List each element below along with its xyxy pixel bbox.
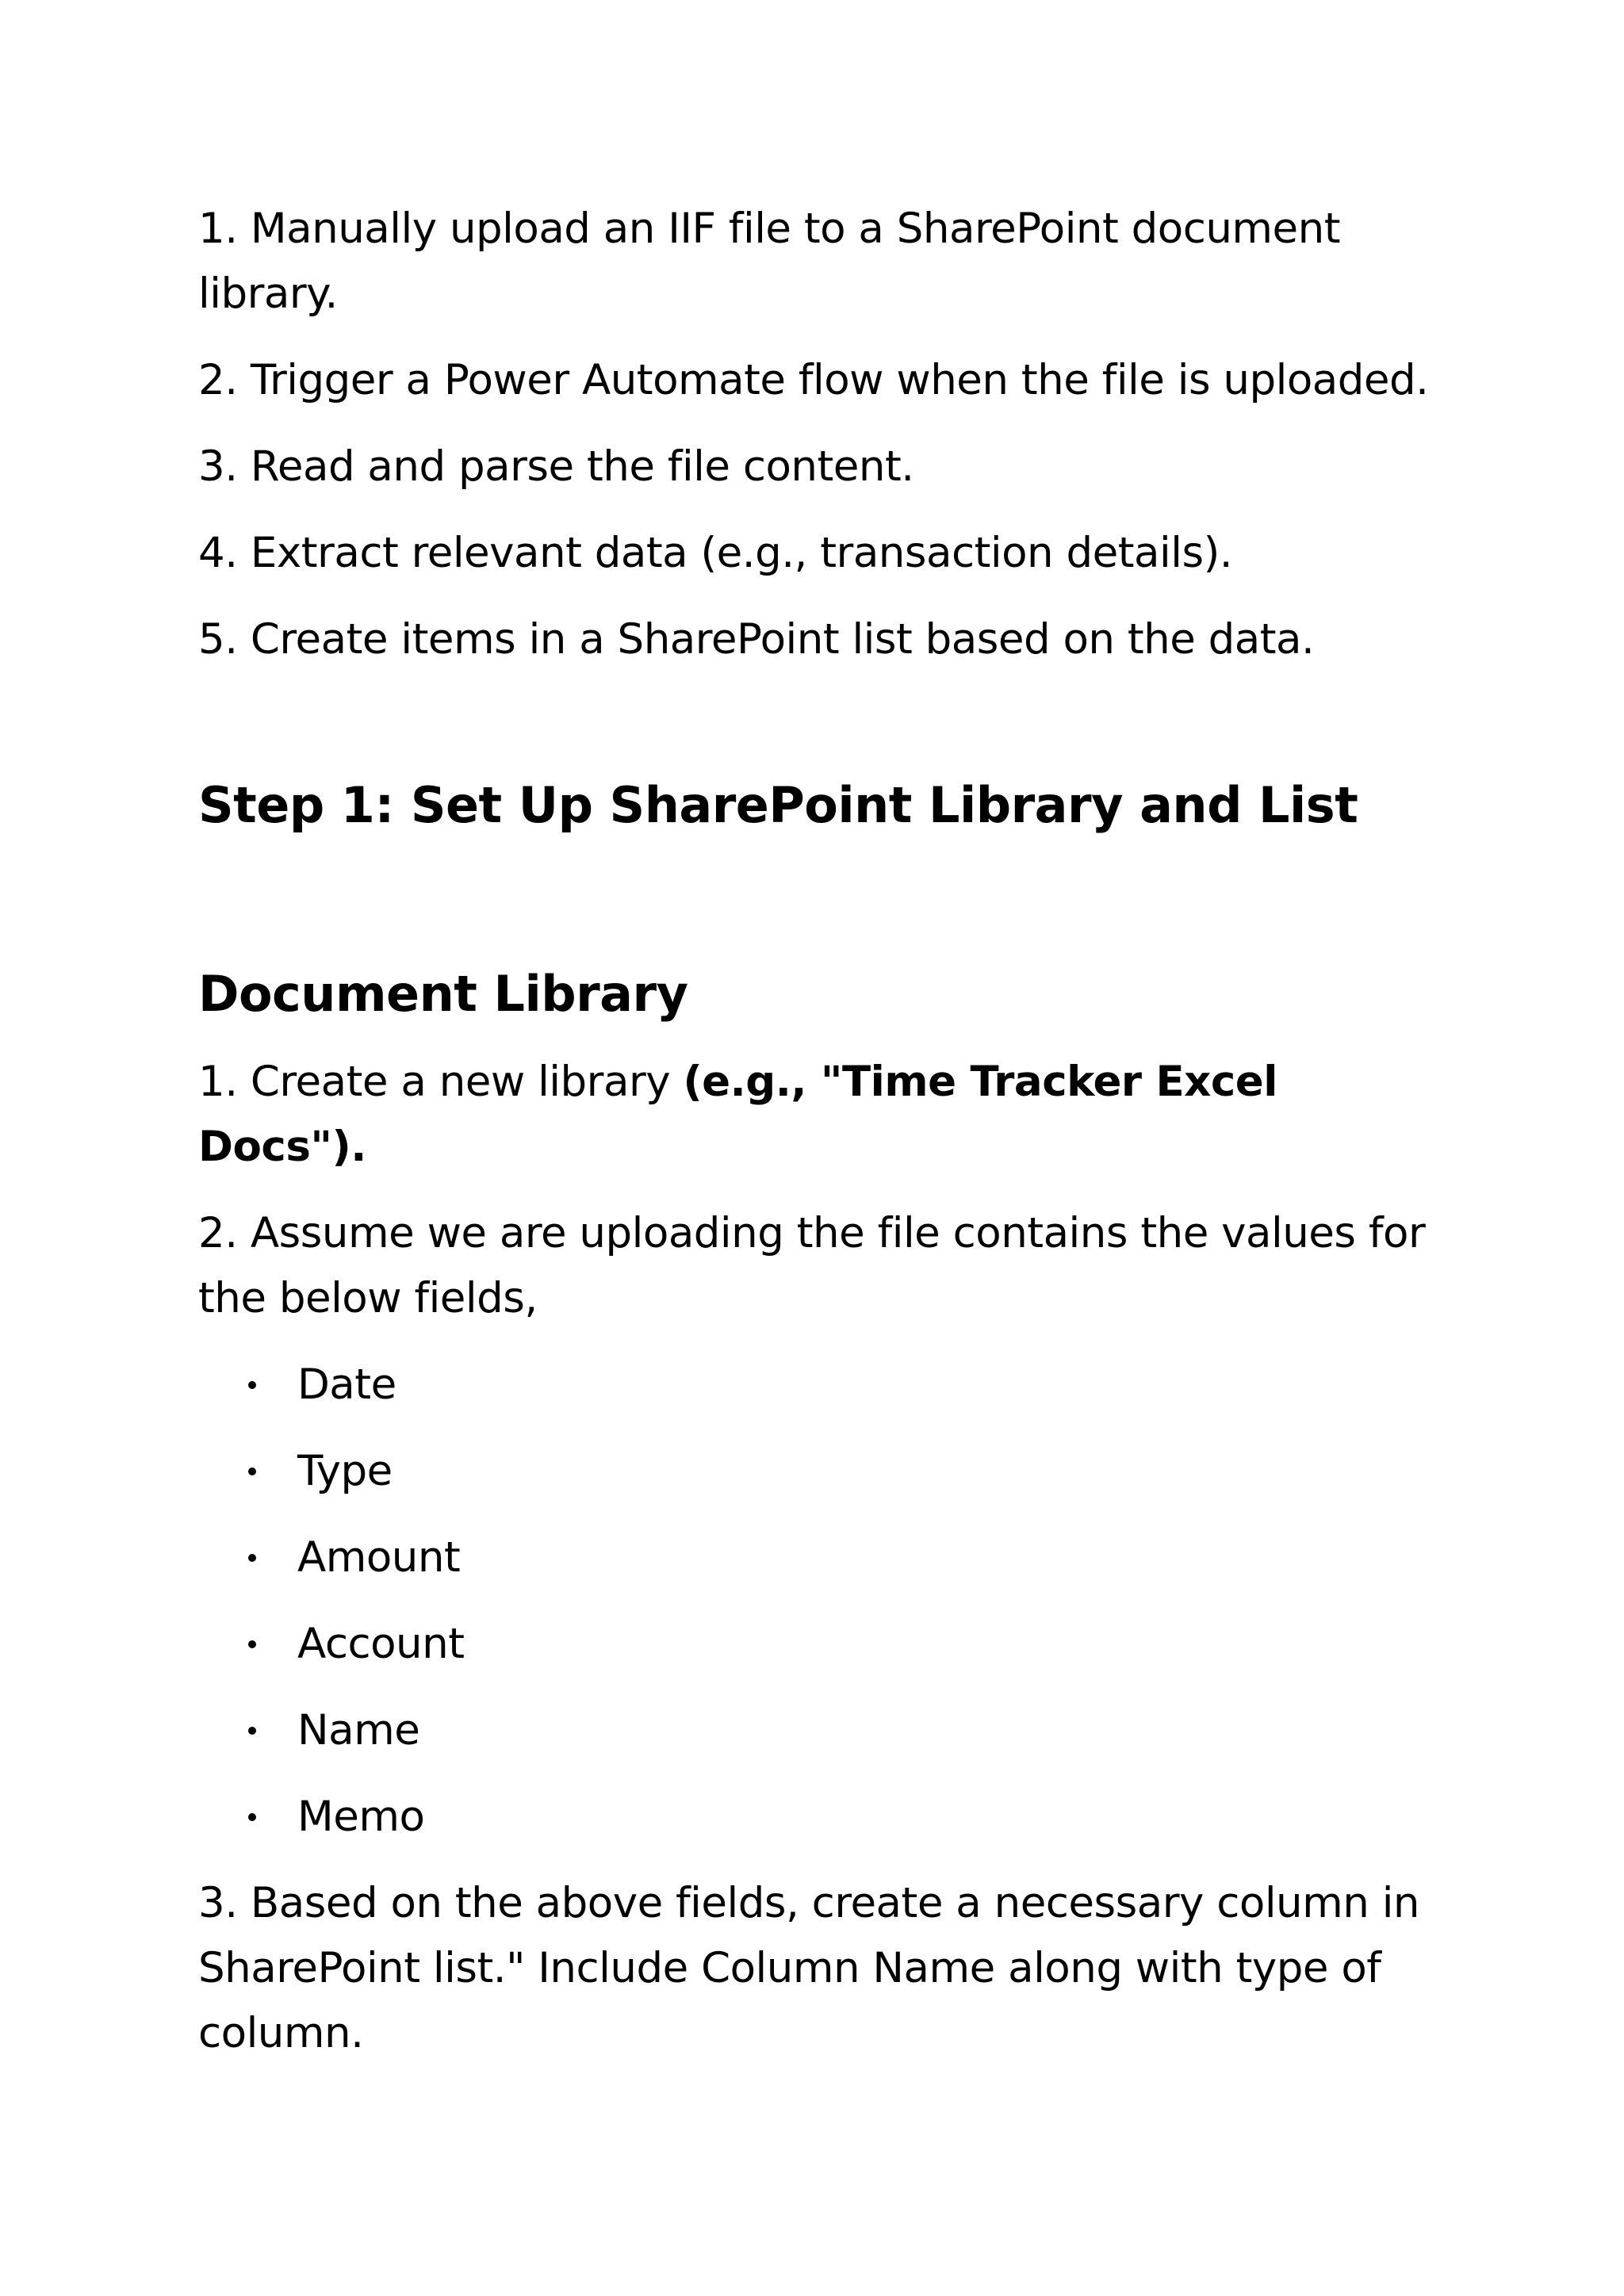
doc-library-item-3: 3. Based on the above fields, create a necessary column in SharePoint list." Include Column Name along with type of column. bbox=[198, 1879, 1420, 2057]
field-list-item bbox=[198, 1698, 1435, 1763]
intro-step-4: 4. Extract relevant data (e.g., transaction details). bbox=[198, 529, 1233, 577]
doc-library-item-1 bbox=[198, 1050, 1435, 1180]
bullet-icon bbox=[248, 1554, 256, 1562]
field-list bbox=[198, 1353, 1435, 1850]
doc-library-item-1-text: 1. Create a new library bbox=[198, 1058, 684, 1106]
intro-step-1: 1. Manually upload an IIF file to a SharePoint document library. bbox=[198, 205, 1341, 318]
step1-heading: Step 1: Set Up SharePoint Library and List bbox=[198, 776, 1358, 834]
field-amount: Amount bbox=[297, 1533, 461, 1582]
field-account: Account bbox=[297, 1620, 465, 1668]
field-type: Type bbox=[297, 1447, 393, 1495]
field-list-item bbox=[198, 1525, 1435, 1590]
field-list-item bbox=[198, 1439, 1435, 1504]
field-name: Name bbox=[297, 1706, 420, 1755]
bullet-icon bbox=[248, 1381, 256, 1389]
field-date: Date bbox=[297, 1360, 396, 1409]
document-page bbox=[198, 197, 1435, 2087]
bullet-icon bbox=[248, 1813, 256, 1821]
intro-step-3: 3. Read and parse the file content. bbox=[198, 442, 914, 491]
bullet-icon bbox=[248, 1727, 256, 1735]
field-list-item bbox=[198, 1612, 1435, 1677]
doc-library-item-1-example: (e.g., "Time Tracker Excel Docs"). bbox=[198, 1058, 1277, 1171]
field-list-item bbox=[198, 1785, 1435, 1850]
bullet-icon bbox=[248, 1640, 256, 1648]
intro-step-5: 5. Create items in a SharePoint list based on the data. bbox=[198, 615, 1315, 664]
doc-library-item-2: 2. Assume we are uploading the file contains the values for the below fields, bbox=[198, 1209, 1426, 1322]
field-list-item bbox=[198, 1353, 1435, 1418]
bullet-icon bbox=[248, 1468, 256, 1475]
intro-step-2: 2. Trigger a Power Automate flow when the file is uploaded. bbox=[198, 356, 1429, 404]
field-memo: Memo bbox=[297, 1793, 425, 1841]
document-library-heading: Document Library bbox=[198, 965, 688, 1023]
